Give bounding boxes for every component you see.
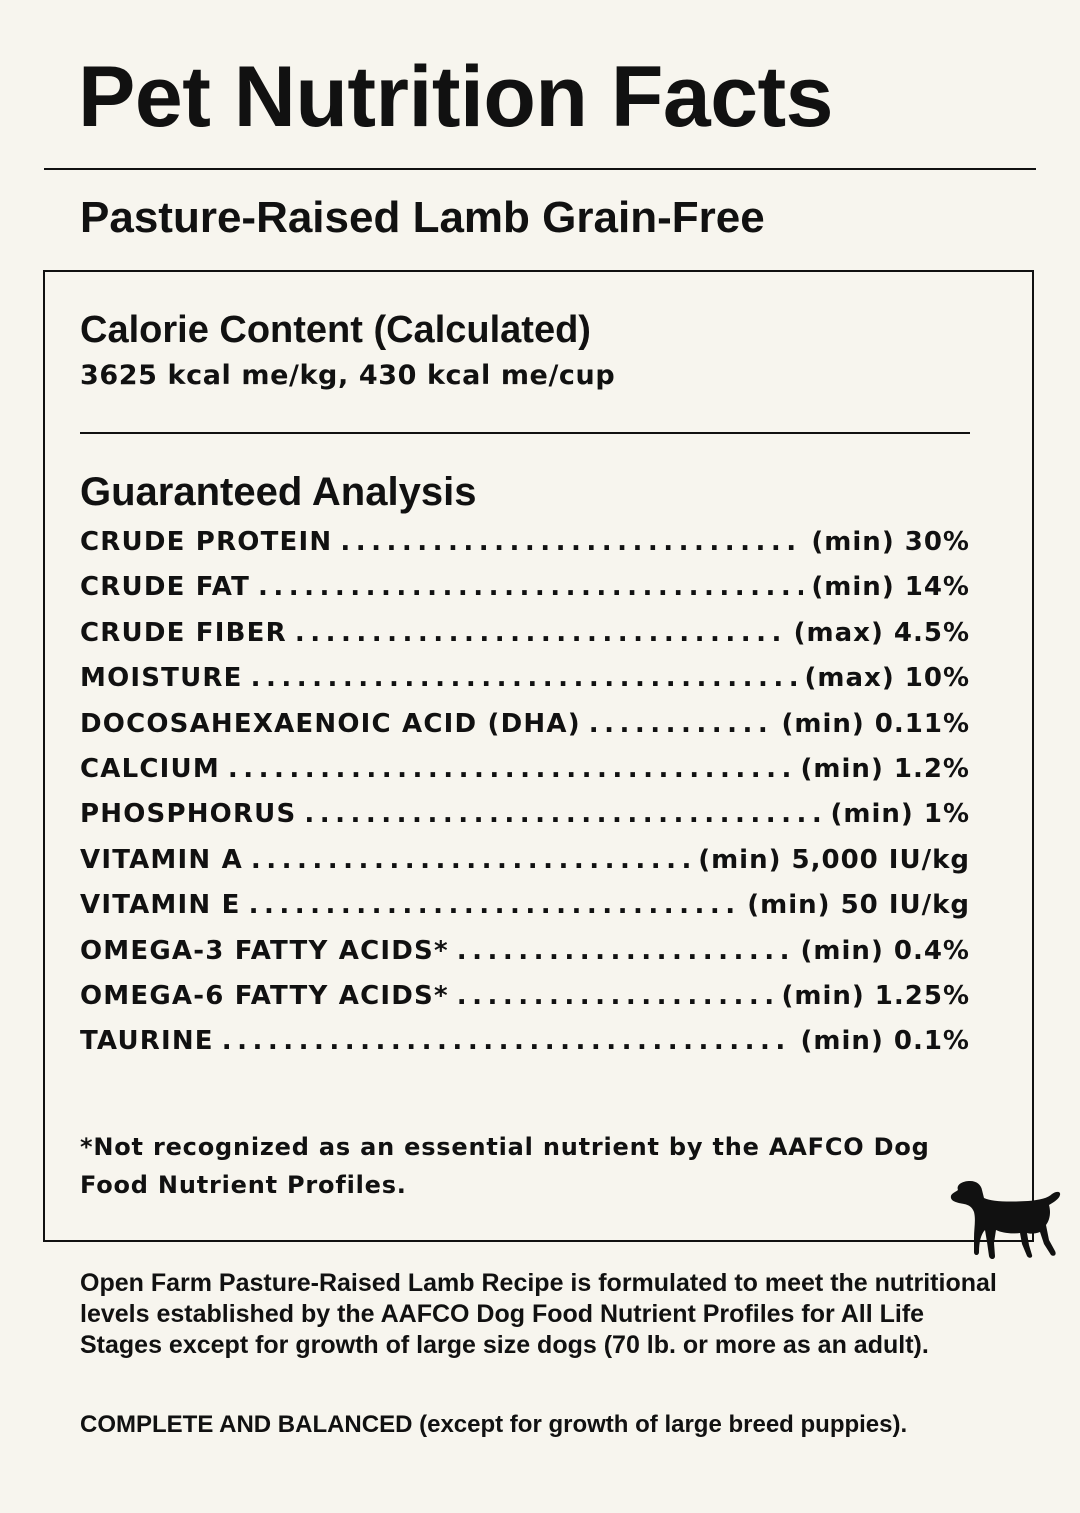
analysis-heading: Guaranteed Analysis (80, 470, 477, 514)
dot-leader (251, 663, 797, 693)
analysis-row (80, 663, 970, 708)
calorie-heading: Calorie Content (Calculated) (80, 309, 591, 351)
nutrient-value: (min) 0.1% (800, 1026, 970, 1057)
title-divider (44, 168, 1036, 170)
dot-leader (457, 936, 793, 966)
nutrient-value: (min) 0.11% (781, 708, 970, 739)
analysis-row (80, 845, 970, 890)
analysis-row (80, 618, 970, 663)
dot-leader (304, 799, 822, 829)
analysis-row (80, 754, 970, 799)
dot-leader (457, 981, 774, 1011)
analysis-row (80, 709, 970, 754)
nutrient-name: OMEGA-3 FATTY ACIDS* (80, 935, 449, 966)
analysis-row (80, 936, 970, 981)
calorie-value: 3625 kcal me/kg, 430 kcal me/cup (80, 360, 616, 391)
nutrient-value: (min) 5,000 IU/kg (698, 844, 970, 875)
complete-balanced-statement: COMPLETE AND BALANCED (except for growth of large breed puppies). (80, 1411, 908, 1438)
nutrient-name: MOISTURE (80, 663, 243, 694)
analysis-row (80, 572, 970, 617)
dog-silhouette-icon (948, 1176, 1064, 1262)
nutrient-name: CALCIUM (80, 753, 220, 784)
analysis-row (80, 527, 970, 572)
analysis-row (80, 981, 970, 1026)
dot-leader (340, 527, 803, 557)
analysis-row (80, 1026, 970, 1071)
nutrient-value: (min) 50 IU/kg (747, 890, 970, 921)
dot-leader (589, 709, 774, 739)
formulation-statement: Open Farm Pasture-Raised Lamb Recipe is formulated to meet the nutritional levels established by the AAFCO Dog Food Nutrient Profiles for All Life Stages except for growth of large size dogs (70 lb. or more as an adult). (80, 1269, 997, 1359)
nutrient-name: OMEGA-6 FATTY ACIDS* (80, 980, 449, 1011)
analysis-row (80, 799, 970, 844)
dot-leader (251, 845, 690, 875)
nutrient-name: CRUDE FAT (80, 572, 251, 603)
section-divider (80, 432, 970, 434)
nutrient-name: PHOSPHORUS (80, 799, 297, 830)
dot-leader (295, 618, 786, 648)
analysis-list (80, 527, 970, 1072)
nutrient-value: (max) 4.5% (793, 617, 970, 648)
nutrient-value: (min) 14% (811, 572, 970, 603)
nutrient-value: (min) 30% (811, 527, 970, 557)
nutrient-name: CRUDE FIBER (80, 617, 287, 648)
nutrient-value: (min) 1% (830, 799, 970, 830)
nutrient-value: (max) 10% (804, 663, 970, 694)
nutrient-name: TAURINE (80, 1026, 214, 1057)
dot-leader (222, 1026, 793, 1056)
dot-leader (258, 572, 803, 602)
nutrient-value: (min) 1.2% (800, 753, 970, 784)
analysis-row (80, 890, 970, 935)
page-title: Pet Nutrition Facts (78, 49, 834, 145)
nutrient-name: VITAMIN A (80, 844, 243, 875)
nutrient-name: VITAMIN E (80, 890, 241, 921)
nutrient-name: DOCOSAHEXAENOIC ACID (DHA) (80, 708, 581, 739)
dot-leader (228, 754, 793, 784)
analysis-footnote: *Not recognized as an essential nutrient by the AAFCO Dog Food Nutrient Profiles. (80, 1133, 930, 1199)
nutrient-value: (min) 1.25% (781, 980, 970, 1011)
nutrient-value: (min) 0.4% (800, 935, 970, 966)
product-name: Pasture-Raised Lamb Grain-Free (80, 193, 765, 242)
dot-leader (249, 890, 740, 920)
nutrient-name: CRUDE PROTEIN (80, 527, 333, 557)
